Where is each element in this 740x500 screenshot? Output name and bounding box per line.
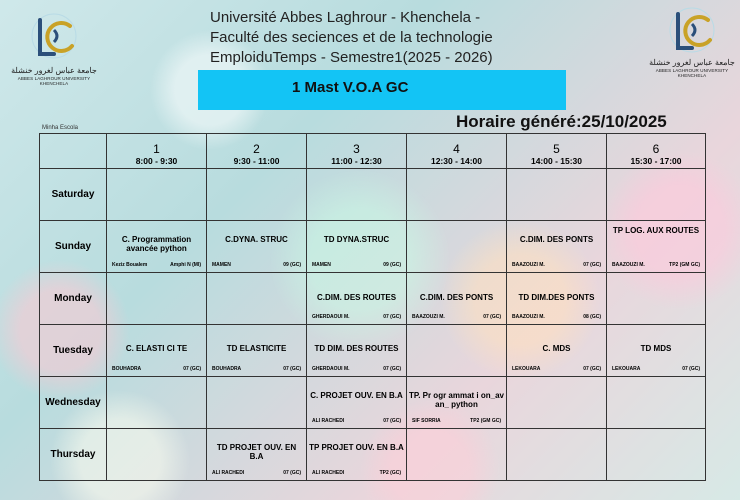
- university-logo-right: [642, 4, 740, 78]
- room-name: 07 (GC): [183, 366, 201, 372]
- logo-arabic-text: جامعة عباس لغرور خنشلة: [11, 66, 97, 75]
- session-cell: [607, 221, 706, 273]
- teacher-name: ALI RACHEDI: [312, 470, 345, 476]
- slot-number: 2: [253, 142, 260, 156]
- session-cell: [307, 325, 407, 377]
- room-name: TP2 (GM GC): [470, 418, 501, 424]
- slot-header: [207, 134, 307, 169]
- empty-cell: [407, 221, 507, 273]
- university-emblem-icon: [4, 12, 104, 66]
- session-cell: [207, 429, 307, 481]
- university-logo-left: [4, 12, 104, 86]
- empty-cell: [307, 169, 407, 221]
- room-name: 07 (GC): [283, 366, 301, 372]
- day-row-saturday: [40, 169, 706, 221]
- day-label: Monday: [40, 273, 107, 325]
- school-name: Minha Escola: [42, 125, 79, 131]
- room-name: Amphi N (MI): [170, 262, 201, 268]
- university-emblem-icon: [642, 4, 740, 58]
- course-name: TD MDS: [640, 344, 672, 353]
- slot-number: 1: [153, 142, 160, 156]
- empty-cell: [607, 273, 706, 325]
- course-name: TP PROJET OUV. EN B.A: [309, 443, 404, 452]
- slot-number: 6: [652, 142, 660, 156]
- teacher-name: BOUHADRA: [212, 366, 242, 372]
- slot-time: 9:30 - 11:00: [233, 156, 280, 166]
- slot-header: [107, 134, 207, 169]
- session-cell: [107, 325, 207, 377]
- course-name: TD DIM. DES ROUTES: [314, 344, 399, 353]
- day-row-sunday: [40, 221, 706, 273]
- room-name: 08 (GC): [583, 314, 601, 320]
- course-name: C. Programmation avancée python: [121, 235, 192, 253]
- slot-number: 5: [553, 142, 560, 156]
- empty-cell: [207, 377, 307, 429]
- slot-header: [607, 134, 706, 169]
- session-cell: [607, 325, 706, 377]
- teacher-name: Keziz Boualem: [112, 262, 148, 268]
- empty-cell: [507, 429, 607, 481]
- course-name: TD DYNA.STRUC: [323, 235, 390, 244]
- slot-header: [307, 134, 407, 169]
- teacher-name: GHERDAOUI M.: [312, 366, 350, 372]
- faculty-name: Faculté des seciences et de la technologie: [210, 29, 493, 46]
- teacher-name: BAAZOUZI M.: [612, 262, 645, 268]
- day-row-thursday: [40, 429, 706, 481]
- teacher-name: LEKOUARA: [512, 366, 541, 372]
- room-name: 07 (GC): [483, 314, 501, 320]
- teacher-name: BAAZOUZI M.: [512, 262, 545, 268]
- course-name: C.DYNA. STRUC: [225, 235, 288, 244]
- document-header: [210, 8, 550, 68]
- slot-time: 12:30 - 14:00: [430, 156, 483, 166]
- empty-cell: [207, 169, 307, 221]
- logo-english-text: ABBES LAGHROUR UNIVERSITY KHENCHELA: [655, 68, 729, 78]
- slot-header: [407, 134, 507, 169]
- empty-cell: [607, 429, 706, 481]
- course-name: C.DIM. DES PONTS: [519, 235, 594, 244]
- session-cell: [307, 429, 407, 481]
- slot-header: [507, 134, 607, 169]
- course-name: C. PROJET OUV. EN B.A: [310, 391, 403, 400]
- day-label: Sunday: [40, 221, 107, 273]
- slot-time: 11:00 - 12:30: [331, 156, 382, 166]
- session-cell: [307, 273, 407, 325]
- session-cell: [207, 325, 307, 377]
- course-name: TD ELASTICITE: [226, 344, 287, 353]
- session-cell: [507, 273, 607, 325]
- day-label: Tuesday: [40, 325, 107, 377]
- teacher-name: SIF SORRIA: [412, 418, 441, 424]
- room-name: 09 (GC): [283, 262, 301, 268]
- logo-english-text: ABBES LAGHROUR UNIVERSITY KHENCHELA: [17, 76, 91, 86]
- empty-cell: [107, 377, 207, 429]
- course-name: C.DIM. DES PONTS: [419, 293, 494, 302]
- room-name: 09 (GC): [383, 262, 401, 268]
- generated-date: Horaire généré:25/10/2025: [456, 112, 667, 131]
- slot-number: 3: [353, 142, 360, 156]
- course-name: C.DIM. DES ROUTES: [316, 293, 397, 302]
- session-cell: [307, 221, 407, 273]
- session-cell: [407, 377, 507, 429]
- room-name: TP2 (GC): [379, 470, 401, 476]
- corner-cell: [40, 134, 107, 169]
- class-title: 1 Mast V.O.A GC: [292, 79, 409, 96]
- room-name: 07 (GC): [383, 418, 401, 424]
- day-label: Thursday: [40, 429, 107, 481]
- course-name: TD PROJET OUV. EN B.A: [216, 443, 297, 461]
- room-name: 07 (GC): [583, 366, 601, 372]
- room-name: 07 (GC): [383, 366, 401, 372]
- logo-arabic-text: جامعة عباس لغرور خنشلة: [649, 58, 735, 67]
- day-label: Saturday: [40, 169, 107, 221]
- course-name: C. MDS: [542, 344, 571, 353]
- teacher-name: MAMEN: [212, 262, 231, 268]
- room-name: TP2 (GM GC): [669, 262, 700, 268]
- teacher-name: BOUHADRA: [112, 366, 142, 372]
- empty-cell: [607, 169, 706, 221]
- room-name: 07 (GC): [383, 314, 401, 320]
- empty-cell: [407, 429, 507, 481]
- teacher-name: BAAZOUZI M.: [512, 314, 545, 320]
- empty-cell: [207, 273, 307, 325]
- course-name: TP LOG. AUX ROUTES: [612, 226, 700, 235]
- slot-header-row: [40, 134, 706, 169]
- slot-time: 15:30 - 17:00: [630, 156, 682, 166]
- session-cell: [107, 221, 207, 273]
- session-cell: [507, 221, 607, 273]
- teacher-name: MAMEN: [312, 262, 331, 268]
- day-label: Wednesday: [40, 377, 107, 429]
- empty-cell: [607, 377, 706, 429]
- empty-cell: [107, 169, 207, 221]
- course-name: TP. Pr ogr ammat i on_av an_ python: [409, 391, 504, 409]
- slot-time: 8:00 - 9:30: [135, 156, 178, 166]
- teacher-name: LEKOUARA: [612, 366, 641, 372]
- course-name: TD DIM.DES PONTS: [518, 293, 595, 302]
- empty-cell: [507, 377, 607, 429]
- class-title-banner: [198, 70, 566, 110]
- semester-line: EmploiduTemps - Semestre1(2025 - 2026): [210, 49, 493, 66]
- slot-number: 4: [453, 142, 460, 156]
- course-name: C. ELASTI CI TE: [125, 344, 188, 353]
- teacher-name: GHERDAOUI M.: [312, 314, 350, 320]
- teacher-name: ALI RACHEDI: [312, 418, 345, 424]
- slot-time: 14:00 - 15:30: [530, 156, 583, 166]
- empty-cell: [107, 429, 207, 481]
- day-row-wednesday: [40, 377, 706, 429]
- room-name: 07 (GC): [283, 470, 301, 476]
- empty-cell: [107, 273, 207, 325]
- session-cell: [407, 273, 507, 325]
- empty-cell: [407, 169, 507, 221]
- empty-cell: [407, 325, 507, 377]
- day-row-monday: [40, 273, 706, 325]
- day-row-tuesday: [40, 325, 706, 377]
- empty-cell: [507, 169, 607, 221]
- session-cell: [307, 377, 407, 429]
- session-cell: [507, 325, 607, 377]
- room-name: 07 (GC): [583, 262, 601, 268]
- teacher-name: ALI RACHEDI: [212, 470, 245, 476]
- session-cell: [207, 221, 307, 273]
- university-name: Université Abbes Laghrour - Khenchela -: [210, 9, 481, 26]
- teacher-name: BAAZOUZI M.: [412, 314, 445, 320]
- timetable: [39, 133, 706, 481]
- room-name: 07 (GC): [682, 366, 700, 372]
